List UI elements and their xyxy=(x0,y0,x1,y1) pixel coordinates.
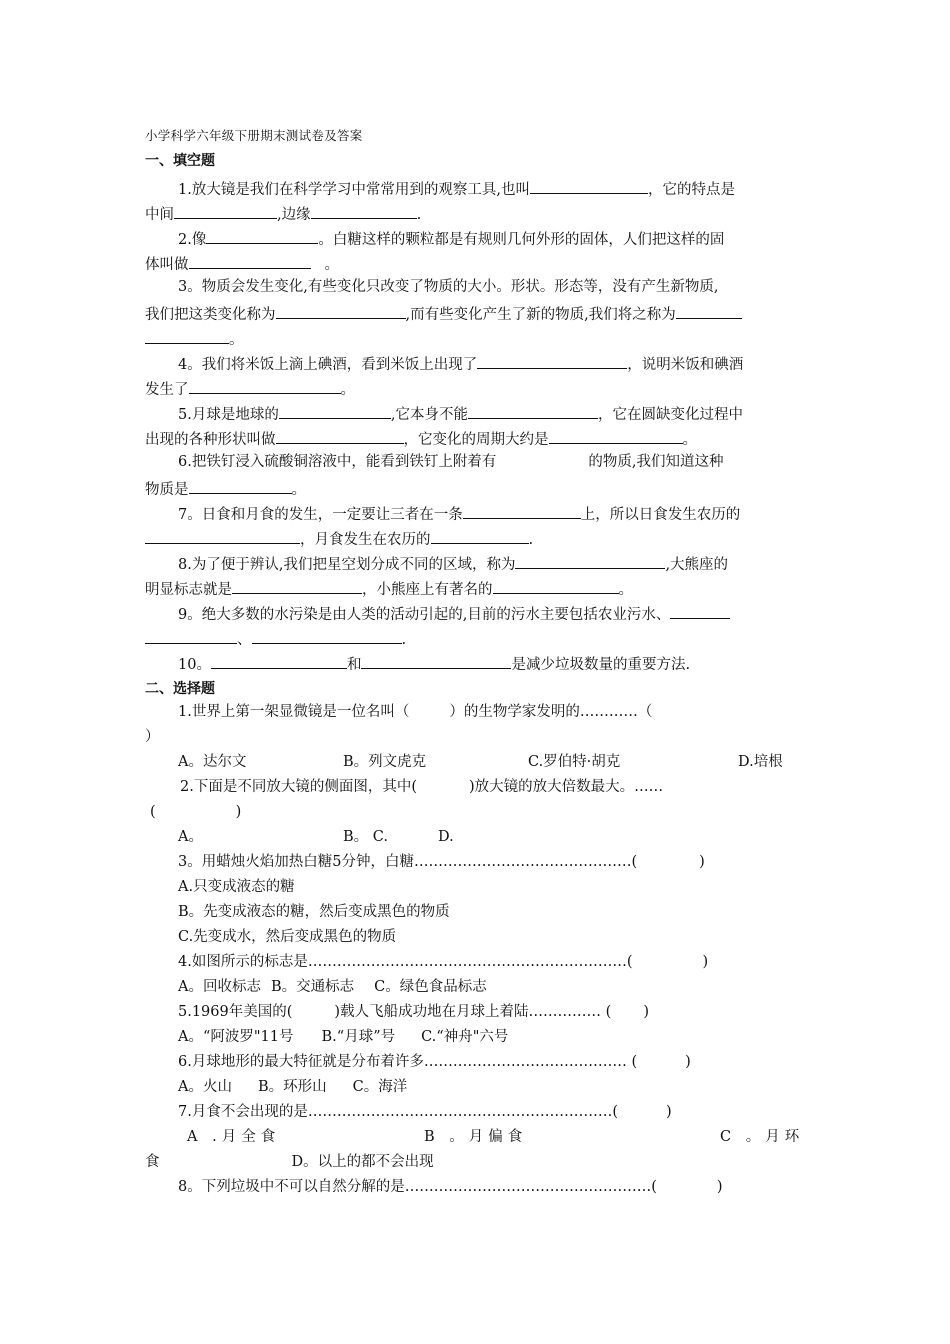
q6-line1: 6.把铁钉浸入硫酸铜溶液中，能看到铁钉上附着有 的物质,我们知道这种 xyxy=(178,454,724,470)
c8-line: 8。下列垃圾中不可以自然分解的是……………………………………………( ) xyxy=(178,1179,723,1195)
q8-line2: 明显标志就是 ，小熊座上有著名的 。 xyxy=(145,578,633,599)
c7-option-b: B 。月偏食 xyxy=(424,1129,528,1145)
section-heading-multiple-choice: 二、选择题 xyxy=(145,681,215,697)
q7-line2: ，月食发生在农历的 . xyxy=(145,528,533,549)
q4-line2: 发生了 。 xyxy=(145,378,355,399)
c4-line: 4.如图所示的标志是…………………………………………………………( ) xyxy=(178,954,709,970)
q4-line1: 4。我们将米饭上滴上碘酒，看到米饭上出现了 ，说明米饭和碘酒 xyxy=(178,353,743,374)
c1-line1: 1.世界上第一架显微镜是一位名叫（ ）的生物学家发明的…………（ xyxy=(178,704,653,720)
c3-option-b: B。先变成液态的糖，然后变成黑色的物质 xyxy=(178,904,450,920)
c2-option-b-c: B。 C. xyxy=(343,829,388,845)
q5-line1: 5.月球是地球的 ,它本身不能 ，它在圆缺变化过程中 xyxy=(178,403,743,424)
c2-option-a: A。 xyxy=(178,829,203,845)
c6-options: A。火山 B。环形山 C。海洋 xyxy=(178,1079,408,1095)
q6-line2: 物质是 。 xyxy=(145,478,306,499)
c7-option-a: A .月全食 xyxy=(187,1129,281,1145)
c4-options: A。回收标志 B。交通标志 C。绿色食品标志 xyxy=(178,979,487,995)
document-title: 小学科学六年级下册期末测试卷及答案 xyxy=(145,128,363,143)
q9-line2: 、 . xyxy=(145,628,406,649)
q1-line1: 1.放大镜是我们在科学学习中常常用到的观察工具,也叫 ，它的特点是 xyxy=(178,178,735,199)
c5-line: 5.1969年美国的( )载人飞船成功地在月球上着陆…………… ( ) xyxy=(178,1004,650,1020)
q8-line1: 8.为了便于辨认,我们把星空划分成不同的区域，称为 ,大熊座的 xyxy=(178,553,728,574)
c6-line: 6.月球地形的最大特征就是分布着许多…………………………………… ( ) xyxy=(178,1054,691,1070)
q2-line1: 2.像 。白糖这样的颗粒都是有规则几何外形的固体，人们把这样的固 xyxy=(178,228,724,249)
q1-line2: 中间 ,边缘 . xyxy=(145,203,421,224)
c7-line3: 食 D。以上的都不会出现 xyxy=(145,1154,434,1170)
c1-option-b: B。列文虎克 xyxy=(343,754,427,770)
q3-line3: 。 xyxy=(145,328,244,349)
q7-line1: 7。日食和月食的发生，一定要让三者在一条 上，所以日食发生农历的 xyxy=(178,503,740,524)
c2-line1: 2.下面是不同放大镜的侧面图，其中( )放大镜的放大倍数最大。…… xyxy=(180,779,664,795)
q10-line: 10。 和 是减少垃圾数量的重要方法. xyxy=(178,653,690,674)
q9-line1: 9。绝大多数的水污染是由人类的活动引起的,目前的污水主要包括农业污水、 xyxy=(178,603,730,624)
c1-option-d: D.培根 xyxy=(738,754,783,770)
c1-option-a: A。达尔文 xyxy=(178,754,247,770)
c7-line: 7.月食不会出现的是………………………………………………………( ) xyxy=(178,1104,672,1120)
c7-option-c: C 。月环 xyxy=(720,1129,805,1145)
c3-line: 3。用蜡烛火焰加热白糖5分钟，白糖………………………………………( ) xyxy=(178,854,705,870)
c3-option-a: A.只变成液态的糖 xyxy=(178,879,295,895)
c1-line2: ） xyxy=(145,729,160,745)
section-heading-fill-in: 一、填空题 xyxy=(145,153,215,169)
c2-option-d: D. xyxy=(438,829,454,845)
q2-line2: 体叫做 。 xyxy=(145,253,339,274)
q3-line2: 我们把这类变化称为 ,而有些变化产生了新的物质,我们将之称为 xyxy=(145,303,742,324)
q3-line1: 3。物质会发生变化,有些变化只改变了物质的大小。形状。形态等，没有产生新物质, xyxy=(178,279,719,295)
q5-line2: 出现的各种形状叫做 ，它变化的周期大约是 。 xyxy=(145,428,697,449)
c3-option-c: C.先变成水，然后变成黑色的物质 xyxy=(178,929,397,945)
c2-line2: ( ) xyxy=(150,804,242,820)
c5-options: A。“阿波罗"11号 B.“月球”号 C.“神舟"六号 xyxy=(178,1029,509,1045)
c1-option-c: C.罗伯特·胡克 xyxy=(528,754,621,770)
